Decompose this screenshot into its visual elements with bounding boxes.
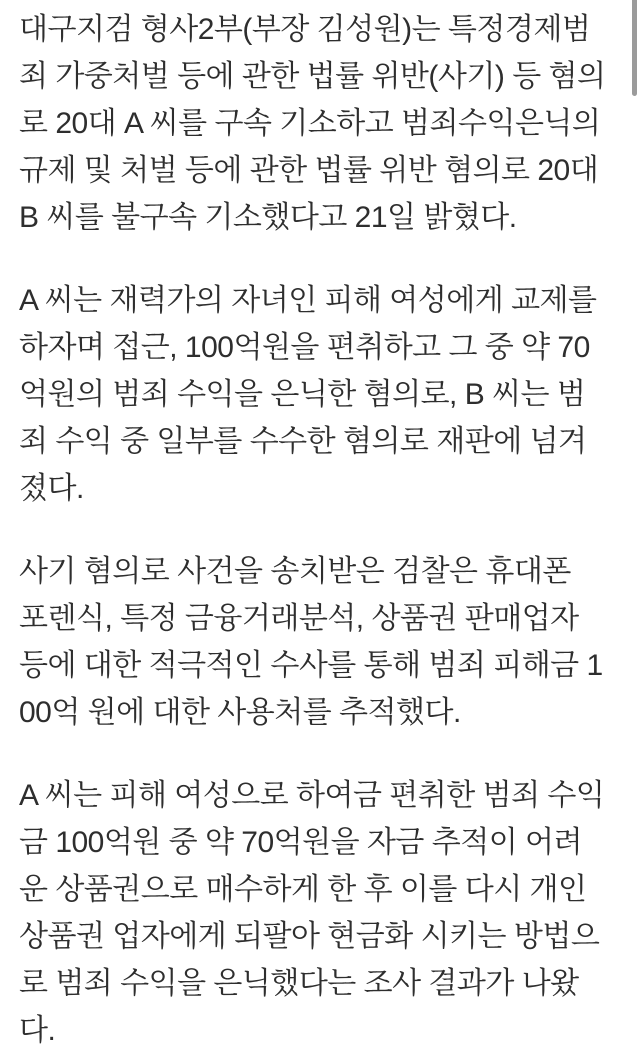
scrollbar-thumb[interactable] bbox=[632, 0, 637, 96]
scrollbar-track bbox=[630, 0, 640, 957]
article-paragraph: 대구지검 형사2부(부장 김성원)는 특정경제범죄 가중처벌 등에 관한 법률 위반(사기) 등 혐의로 20대 A 씨를 구속 기소하고 범죄수익은닉의 규제 및 처벌 등에 관한 법률 위반 혐의로 20대 B 씨를 불구속 기소했다고 21일 밝혔다. bbox=[19, 13, 606, 234]
article-paragraph: A 씨는 피해 여성으로 하여금 편취한 범죄 수익금 100억원 중 약 70억원을 자금 추적이 어려운 상품권으로 매수하게 한 후 이를 다시 개인 상품권 업자에게 되팔아 현금화 시키는 방법으로 범죄 수익을 은닉했다는 조사 결과가 나왔다. bbox=[19, 779, 605, 1047]
article-paragraph: 사기 혐의로 사건을 송치받은 검찰은 휴대폰 포렌식, 특정 금융거래분석, 상품권 판매업자 등에 대한 적극적인 수사를 통해 범죄 피해금 100억 원에 대한 사용처를 추적했다. bbox=[19, 555, 603, 729]
article-paragraph: A 씨는 재력가의 자녀인 피해 여성에게 교제를 하자며 접근, 100억원을 편취하고 그 중 약 70억원의 범죄 수익을 은닉한 혐의로, B 씨는 범죄 수익 중 일부를 수수한 혐의로 재판에 넘겨졌다. bbox=[19, 284, 597, 505]
